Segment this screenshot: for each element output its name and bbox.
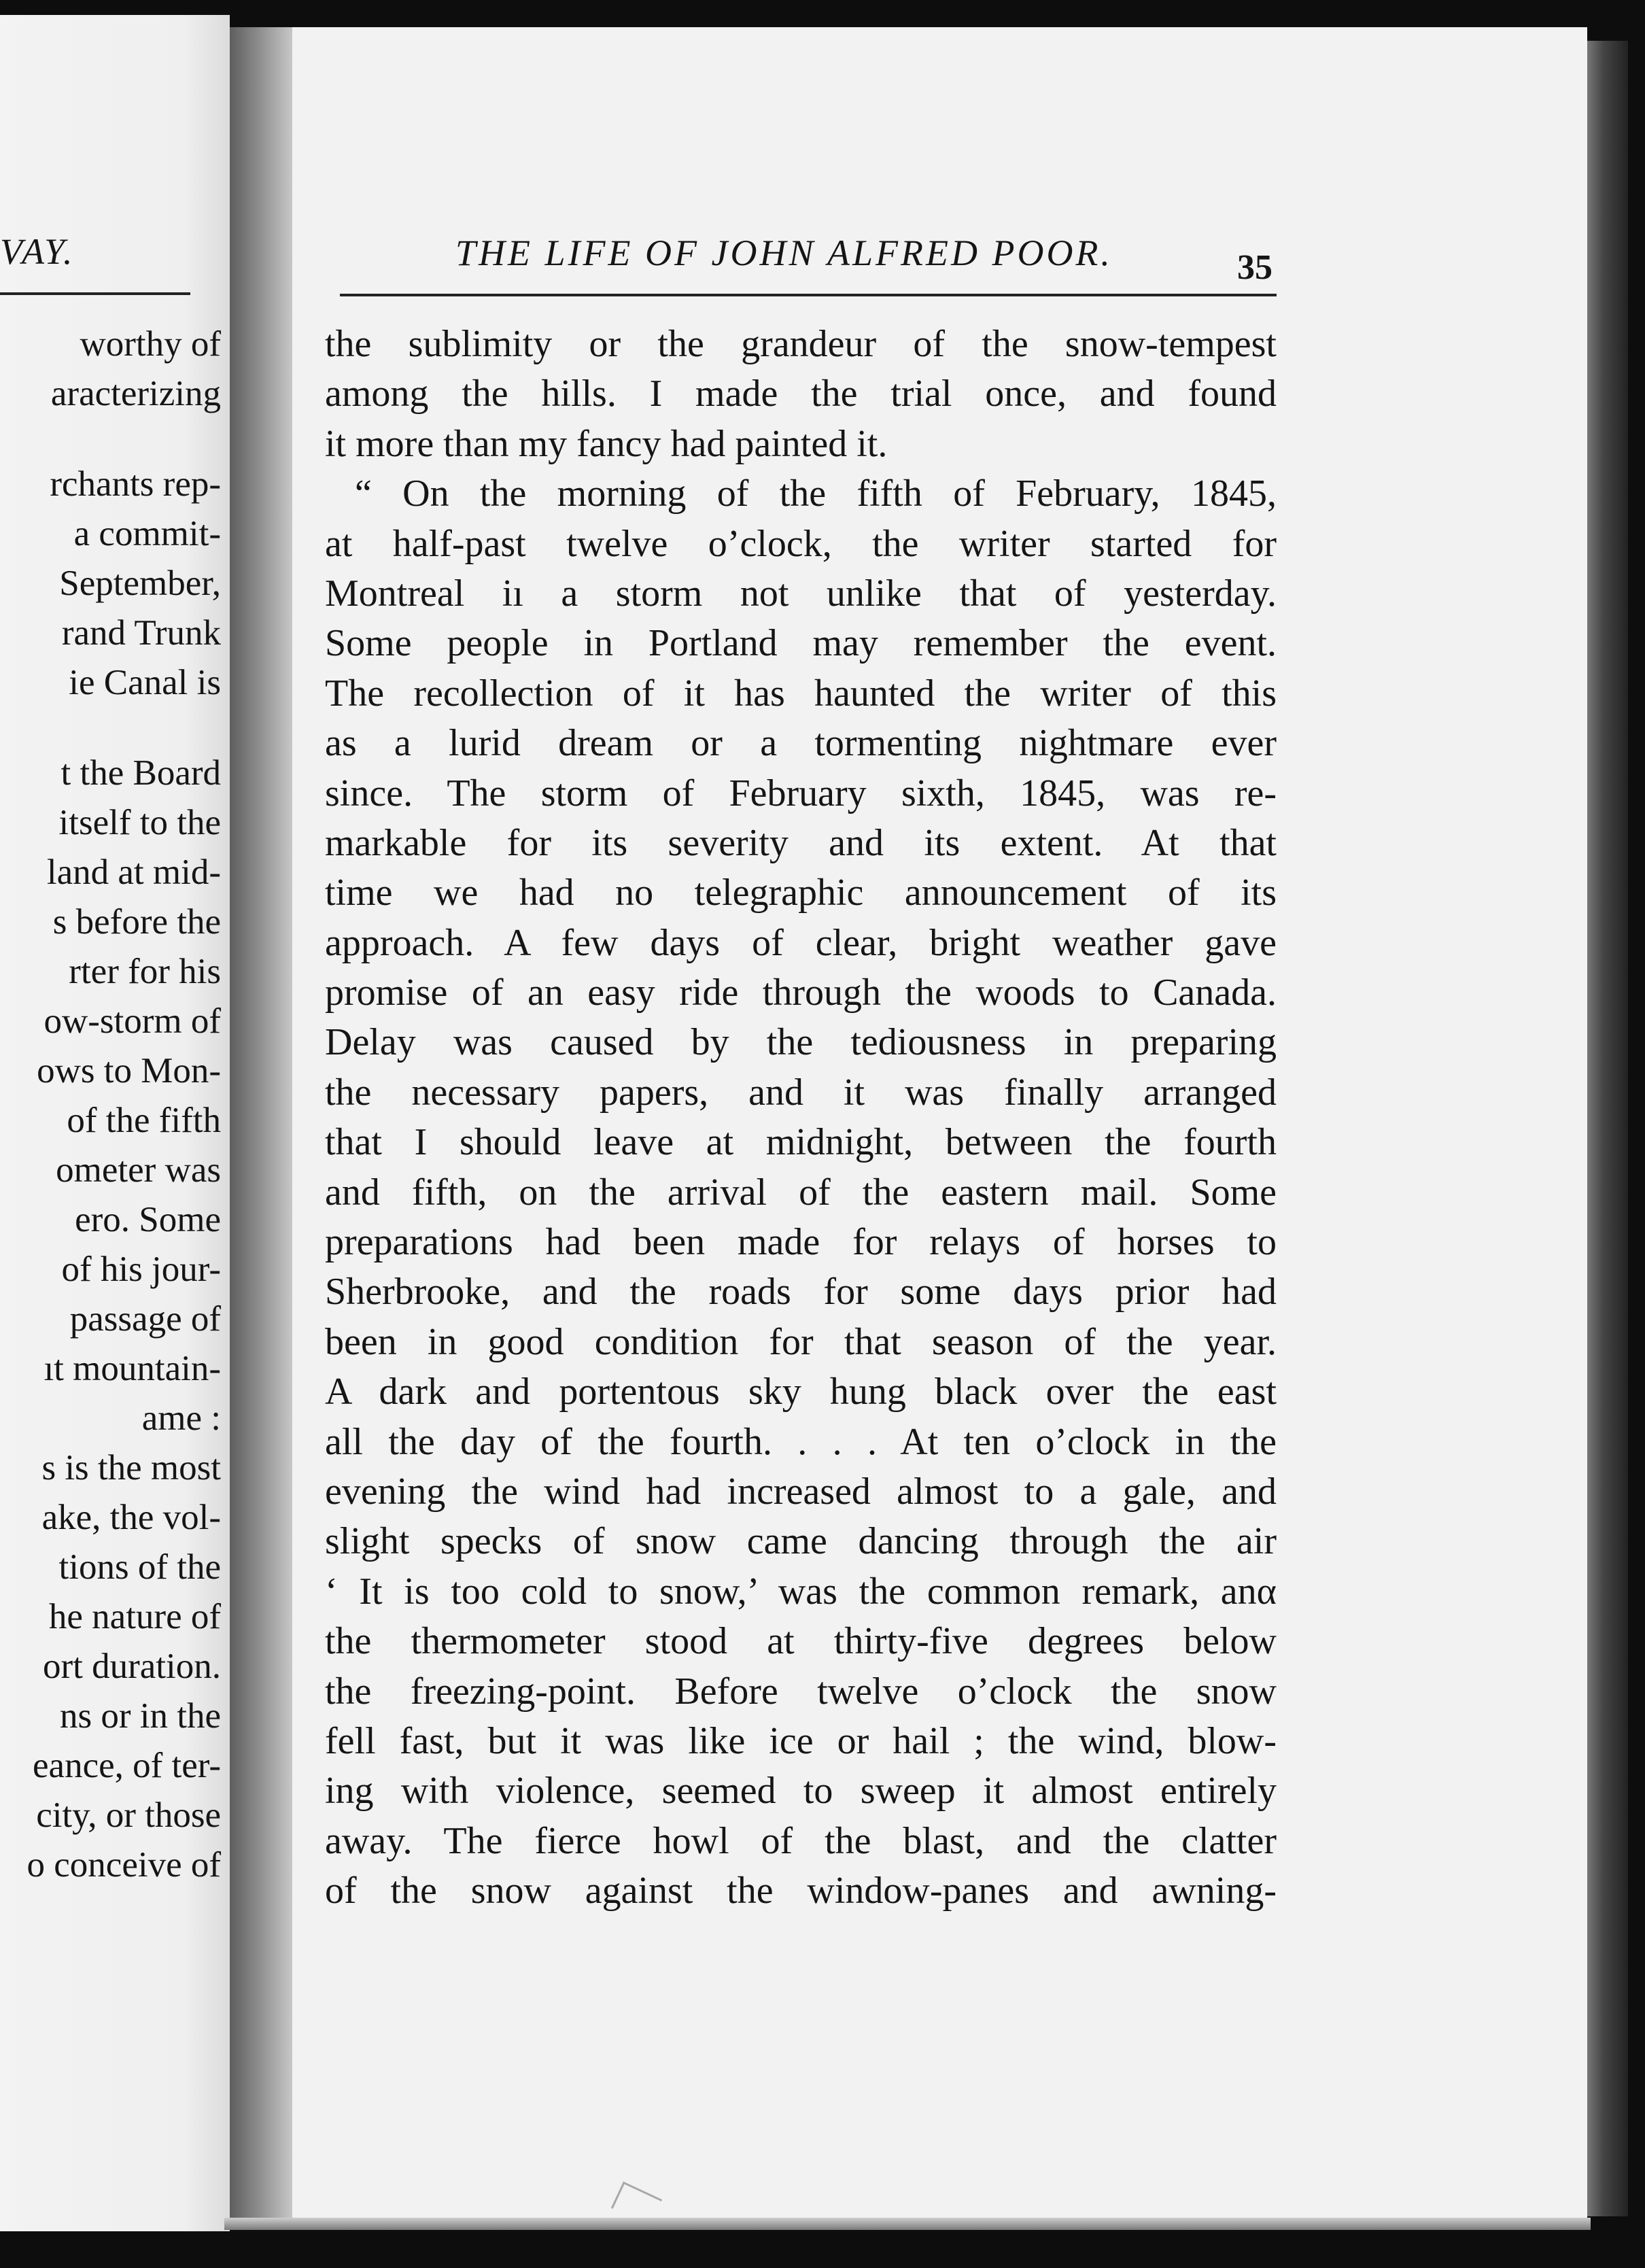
left-text-line: passage of: [69, 1299, 221, 1339]
text-line: as a lurid dream or a tormenting nightmare ever: [325, 722, 1277, 765]
left-text-line: aracterizing: [50, 374, 221, 413]
left-page-text: [0, 320, 221, 1890]
text-line: at half-past twelve o’clock, the writer started for: [325, 522, 1277, 565]
text-line: “ On the morning of the fifth of February, 1845,: [355, 472, 1277, 515]
text-line: A dark and portentous sky hung black over the east: [325, 1371, 1277, 1413]
body-text: [325, 320, 1277, 1917]
text-line: been in good condition for that season of the year.: [325, 1320, 1277, 1363]
text-line: The recollection of it has haunted the writer of this: [325, 672, 1277, 715]
left-text-line: itself to the: [58, 803, 221, 842]
left-text-line: September,: [59, 564, 221, 603]
left-text-line: o conceive of: [27, 1845, 221, 1885]
left-text-line: [0, 419, 221, 460]
text-line: evening the wind had increased almost to a gale, and: [325, 1470, 1277, 1513]
text-line: the sublimity or the grandeur of the snow-tempest: [325, 323, 1277, 365]
text-line: preparations had been made for relays of horses to: [325, 1221, 1277, 1264]
left-running-head-fragment: VAY.: [0, 231, 75, 272]
text-line: time we had no telegraphic announcement of its: [325, 872, 1277, 914]
left-text-line: [0, 708, 221, 749]
text-line: ‘ It is too cold to snow,’ was the common remark, anα: [325, 1570, 1277, 1613]
text-line: and fifth, on the arrival of the eastern mail. Some: [325, 1171, 1277, 1214]
text-line: away. The fierce howl of the blast, and the clatter: [325, 1819, 1277, 1862]
page-number: 35: [1237, 248, 1272, 287]
left-text-line: ow-storm of: [44, 1001, 221, 1041]
left-text-line: eance, of ter-: [33, 1746, 221, 1785]
text-line: since. The storm of February sixth, 1845, was re-: [325, 772, 1277, 814]
left-text-line: worthy of: [80, 324, 221, 364]
left-text-line: ake, the vol-: [41, 1498, 221, 1537]
text-line: it more than my fancy had painted it.: [325, 422, 888, 465]
left-text-line: tions of the: [58, 1547, 221, 1587]
left-text-line: land at mid-: [46, 853, 221, 892]
text-line: promise of an easy ride through the woods to Canada.: [325, 972, 1277, 1014]
left-text-line: ero. Some: [75, 1200, 221, 1239]
left-text-line: of the fifth: [67, 1101, 221, 1140]
text-line: Montreal iı a storm not unlike that of yesterday.: [325, 572, 1277, 615]
left-text-line: s is the most: [41, 1448, 221, 1488]
left-text-line: city, or those: [36, 1796, 221, 1835]
left-text-line: ometer was: [56, 1150, 221, 1190]
text-line: Delay was caused by the tediousness in preparing: [325, 1021, 1277, 1064]
left-text-line: s before the: [52, 902, 221, 942]
left-text-line: of his jour-: [61, 1250, 221, 1289]
left-text-line: rchants rep-: [50, 464, 221, 504]
left-text-line: a commit-: [73, 514, 221, 553]
text-line: the thermometer stood at thirty-five degrees below: [325, 1620, 1277, 1663]
text-line: of the snow against the window-panes and awning-: [325, 1870, 1277, 1912]
left-text-line: t the Board: [60, 753, 221, 793]
page-edge-shadow: [1587, 41, 1628, 2216]
left-text-line: ns or in the: [60, 1696, 221, 1736]
left-text-line: ort duration.: [43, 1647, 221, 1686]
text-line: Sherbrooke, and the roads for some days prior had: [325, 1271, 1277, 1313]
text-line: markable for its severity and its extent. At that: [325, 821, 1277, 864]
left-text-line: rter for his: [69, 952, 221, 991]
left-text-line: ie Canal is: [69, 663, 221, 702]
text-line: ing with violence, seemed to sweep it almost entirely: [325, 1770, 1277, 1812]
text-line: the necessary papers, and it was finally arranged: [325, 1071, 1277, 1114]
text-line: approach. A few days of clear, bright weather gave: [325, 921, 1277, 964]
left-header-rule: [0, 292, 190, 295]
left-text-line: he nature of: [48, 1597, 221, 1636]
left-text-line: ıt mountain-: [44, 1349, 221, 1388]
text-line: fell fast, but it was like ice or hail ; the wind, blow-: [325, 1719, 1277, 1762]
running-head: THE LIFE OF JOHN ALFRED POOR.: [455, 233, 1113, 273]
left-page: [0, 15, 230, 2231]
text-line: the freezing-point. Before twelve o’clock the snow: [325, 1670, 1277, 1713]
left-text-line: ows to Mon-: [37, 1051, 221, 1090]
text-line: that I should leave at midnight, between the fourth: [325, 1121, 1277, 1164]
left-text-line: ame :: [141, 1398, 221, 1438]
text-line: slight specks of snow came dancing through the air: [325, 1520, 1277, 1563]
left-text-line: rand Trunk: [61, 613, 221, 653]
header-rule: [340, 294, 1277, 296]
text-line: Some people in Portland may remember the event.: [325, 622, 1277, 665]
bottom-page-edge: [224, 2218, 1591, 2230]
text-line: among the hills. I made the trial once, and found: [325, 373, 1277, 415]
text-line: all the day of the fourth. . . . At ten o’clock in the: [325, 1420, 1277, 1463]
